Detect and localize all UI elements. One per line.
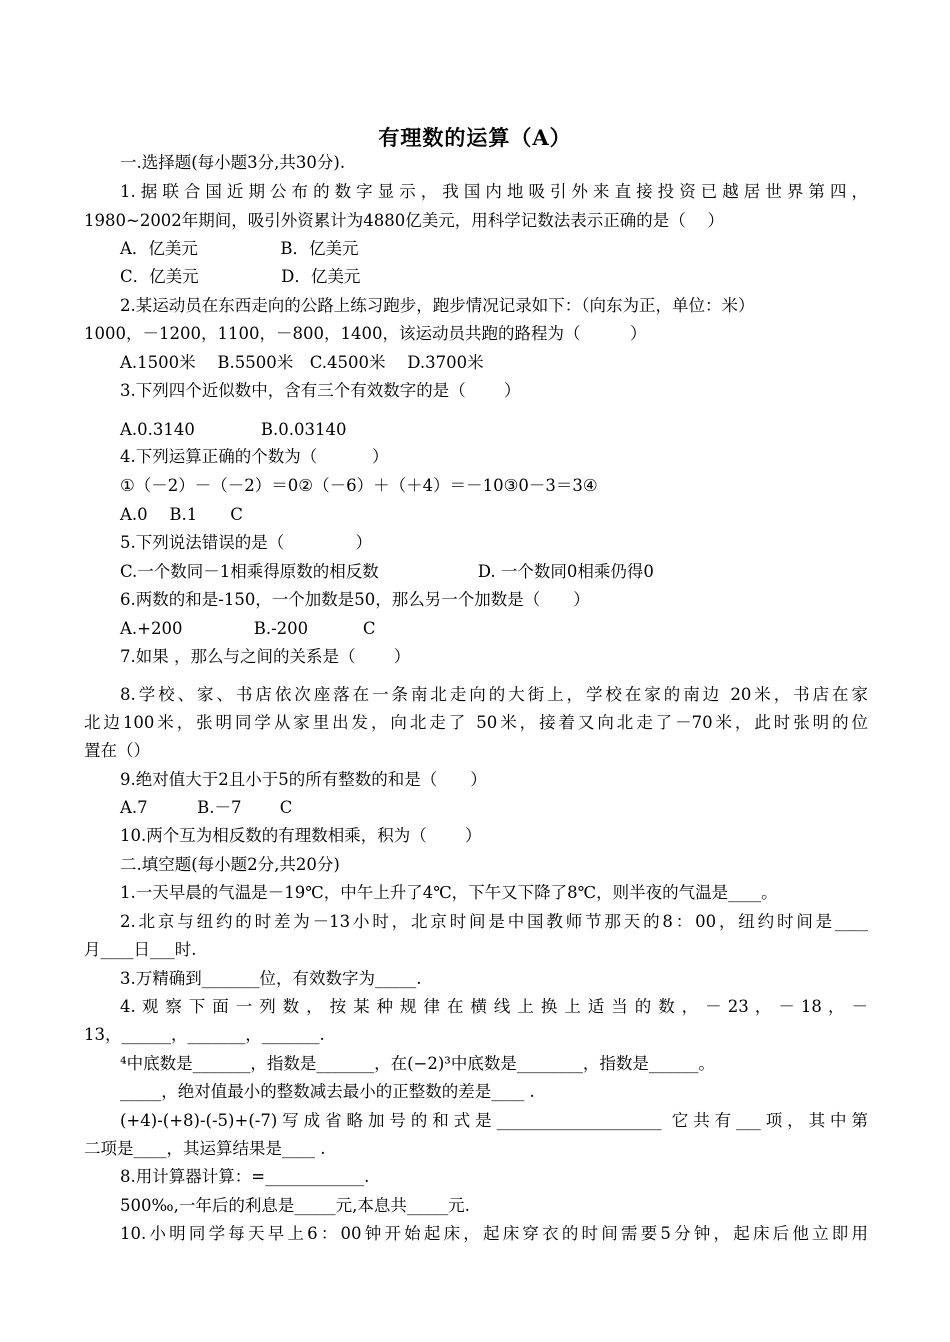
question-6: 6.两数的和是-150，一个加数是50，那么另一个加数是（ ）: [120, 590, 590, 609]
question-2-line-2: 1000，－1200，1100，－800，1400，该运动员共跑的路程为（ ）: [84, 324, 647, 343]
question-1-options-ab: A．亿美元 B．亿美元: [120, 239, 359, 258]
question-6-options: A.+200 B.-200 C: [120, 619, 376, 638]
question-2-line-1: 2.某运动员在东西走向的公路上练习跑步，跑步情况记录如下：（向东为正，单位：米）: [120, 296, 755, 315]
question-1-line-2: 1980~2002年期间，吸引外资累计为4880亿美元，用科学记数法表示正确的是（ ）: [84, 211, 725, 230]
question-4-items: ①（－2）－（－2）＝0②（－6）＋（＋4）＝－10③0－3＝3④: [120, 476, 598, 495]
question-4-options: A.0 B.1 C: [120, 505, 243, 524]
fill-question-4-line-1: 4. 观 察 下 面 一 列 数 ， 按 某 种 规 律 在 横 线 上 换 上 适 当 的 数 ， － 23 ， － 18 ， －: [120, 997, 868, 1016]
question-5-options: C.一个数同－1相乘得原数的相反数 D. 一个数同0相乘仍得0: [120, 562, 654, 581]
question-8-line-1: 8.学校、家、书店依次座落在一条南北走向的大街上，学校在家的南边 20米，书店在家: [120, 685, 868, 704]
fill-question-8: 8.用计算器计算：=____________.: [120, 1167, 370, 1186]
section-heading-choice: 一.选择题(每小题3分,共30分).: [120, 153, 346, 172]
question-3: 3.下列四个近似数中，含有三个有效数字的是（ ）: [120, 381, 521, 400]
question-8-line-3: 置在（）: [84, 741, 150, 760]
question-9-options: A.7 B.－7 C: [120, 798, 293, 817]
fill-question-4-line-2: 13，______，_______，_______.: [84, 1025, 325, 1044]
question-1-line-1: 1.据联合国近期公布的数字显示，我国内地吸引外来直接投资已越居世界第四，: [120, 182, 868, 201]
question-7: 7.如果 ，那么与之间的关系是（ ）: [120, 647, 411, 666]
page-title: 有理数的运算（A）: [378, 125, 572, 150]
fill-question-1: 1.一天早晨的气温是－19℃，中午上升了4℃，下午又下降了8℃，则半夜的气温是____。: [120, 883, 778, 902]
fill-question-10: 10.小明同学每天早上6：00钟开始起床，起床穿衣的时间需要5分钟，起床后他立即用: [120, 1224, 868, 1243]
question-9: 9.绝对值大于2且小于5的所有整数的和是（ ）: [120, 770, 487, 789]
fill-question-7-line-1: (+4)-(+8)-(-5)+(-7)写成省略加号的和式是____________________ 它共有___项，其中第: [120, 1111, 868, 1130]
section-heading-fill: 二.填空题(每小题2分,共20分): [120, 855, 340, 874]
question-2-options: A.1500米 B.5500米 C.4500米 D.3700米: [120, 353, 484, 372]
fill-question-7-line-2: 二项是____，其运算结果是____ .: [84, 1139, 326, 1158]
question-10: 10.两个互为相反数的有理数相乘，积为（ ）: [120, 826, 482, 845]
question-3-options: A.0.3140 B.0.03140: [120, 420, 347, 439]
question-5: 5.下列说法错误的是（ ）: [120, 533, 372, 552]
fill-question-2-line-2: 月____日___时.: [84, 940, 197, 959]
fill-question-5: ⁴中底数是_______，指数是_______，在(−2)³中底数是________，指数是______。: [120, 1054, 715, 1073]
question-4: 4.下列运算正确的个数为（ ）: [120, 447, 389, 466]
fill-question-3: 3.万精确到_______位，有效数字为_____.: [120, 969, 422, 988]
question-8-line-2: 北边100米，张明同学从家里出发，向北走了 50米，接着又向北走了－70米，此时张明的位: [84, 713, 868, 732]
question-1-options-cd: C．亿美元 D．亿美元: [120, 267, 361, 286]
fill-question-2-line-1: 2.北京与纽约的时差为－13小时，北京时间是中国教师节那天的8：00，纽约时间是____: [120, 912, 868, 931]
fill-question-9: 500‰,一年后的利息是_____元,本息共_____元.: [120, 1196, 470, 1215]
fill-question-6: _____，绝对值最小的整数减去最小的正整数的差是____ .: [120, 1082, 535, 1101]
